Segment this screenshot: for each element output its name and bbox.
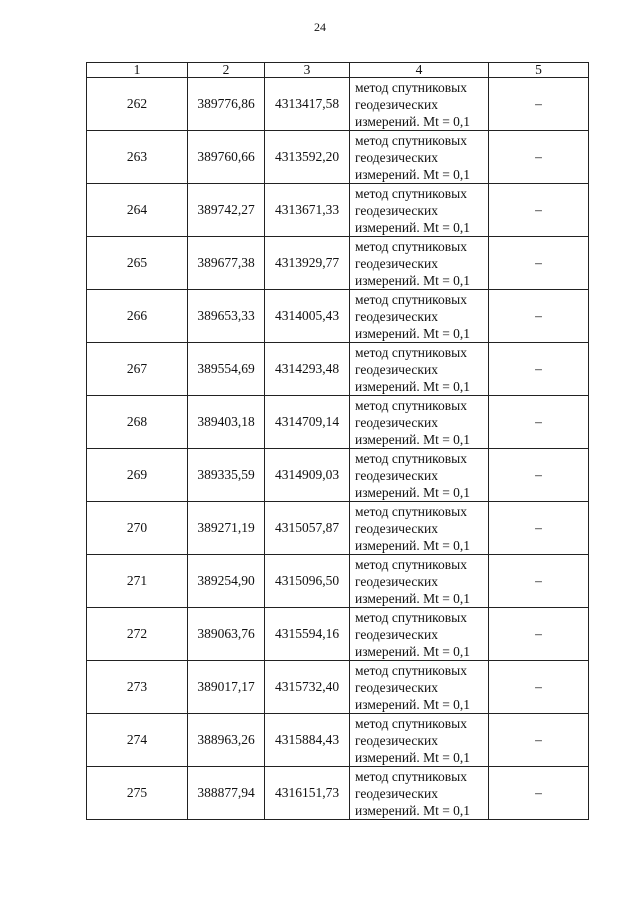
header-col-1: 1: [87, 63, 188, 78]
method-line: метод спутниковых: [355, 503, 467, 519]
x-coordinate-cell: 389403,18: [188, 396, 265, 449]
table-row: [87, 131, 589, 184]
x-coordinate-cell: 389760,66: [188, 131, 265, 184]
point-number-cell: 264: [87, 184, 188, 237]
point-number-cell: 266: [87, 290, 188, 343]
y-coordinate-cell: 4313592,20: [265, 131, 350, 184]
method-cell: [350, 767, 489, 820]
y-coordinate-cell: 4315732,40: [265, 661, 350, 714]
point-number-cell: 263: [87, 131, 188, 184]
point-number-cell: 267: [87, 343, 188, 396]
method-line: метод спутниковых: [355, 132, 467, 148]
method-line: геодезических: [355, 96, 438, 112]
y-coordinate-cell: 4316151,73: [265, 767, 350, 820]
table-row: [87, 396, 589, 449]
method-line: измерений. Mt = 0,1: [355, 431, 471, 447]
method-line: измерений. Mt = 0,1: [355, 749, 471, 765]
method-cell: [350, 78, 489, 131]
method-cell: [350, 661, 489, 714]
point-number-cell: 272: [87, 608, 188, 661]
page-number: 24: [314, 20, 326, 34]
note-cell: –: [489, 78, 589, 131]
method-line: измерений. Mt = 0,1: [355, 537, 471, 553]
table-row: [87, 555, 589, 608]
table-row: [87, 767, 589, 820]
header-col-4: 4: [350, 63, 489, 78]
method-line: геодезических: [355, 414, 438, 430]
y-coordinate-cell: 4315096,50: [265, 555, 350, 608]
x-coordinate-cell: 389271,19: [188, 502, 265, 555]
method-cell: [350, 131, 489, 184]
x-coordinate-cell: 389677,38: [188, 237, 265, 290]
y-coordinate-cell: 4313671,33: [265, 184, 350, 237]
point-number-cell: 273: [87, 661, 188, 714]
table-row: [87, 714, 589, 767]
note-cell: –: [489, 502, 589, 555]
note-cell: –: [489, 343, 589, 396]
method-line: геодезических: [355, 202, 438, 218]
note-cell: –: [489, 767, 589, 820]
note-cell: –: [489, 661, 589, 714]
method-cell: [350, 555, 489, 608]
y-coordinate-cell: 4313417,58: [265, 78, 350, 131]
note-cell: –: [489, 184, 589, 237]
x-coordinate-cell: 389335,59: [188, 449, 265, 502]
table-row: [87, 608, 589, 661]
method-cell: [350, 237, 489, 290]
method-cell: [350, 184, 489, 237]
method-cell: [350, 608, 489, 661]
method-line: метод спутниковых: [355, 662, 467, 678]
header-col-2: 2: [188, 63, 265, 78]
point-number-cell: 271: [87, 555, 188, 608]
point-number-cell: 274: [87, 714, 188, 767]
point-number-cell: 270: [87, 502, 188, 555]
x-coordinate-cell: 389017,17: [188, 661, 265, 714]
method-line: измерений. Mt = 0,1: [355, 272, 471, 288]
method-line: метод спутниковых: [355, 291, 467, 307]
point-number-cell: 268: [87, 396, 188, 449]
x-coordinate-cell: 389063,76: [188, 608, 265, 661]
y-coordinate-cell: 4315884,43: [265, 714, 350, 767]
table-row: [87, 343, 589, 396]
header-col-3: 3: [265, 63, 350, 78]
method-line: измерений. Mt = 0,1: [355, 113, 471, 129]
note-cell: –: [489, 131, 589, 184]
table-row: [87, 449, 589, 502]
method-line: метод спутниковых: [355, 715, 467, 731]
method-line: измерений. Mt = 0,1: [355, 696, 471, 712]
header-col-5: 5: [489, 63, 589, 78]
method-line: измерений. Mt = 0,1: [355, 325, 471, 341]
x-coordinate-cell: 389776,86: [188, 78, 265, 131]
method-line: измерений. Mt = 0,1: [355, 166, 471, 182]
table-row: [87, 78, 589, 131]
y-coordinate-cell: 4315057,87: [265, 502, 350, 555]
y-coordinate-cell: 4314709,14: [265, 396, 350, 449]
table-row: [87, 290, 589, 343]
method-line: геодезических: [355, 308, 438, 324]
method-line: геодезических: [355, 361, 438, 377]
method-line: геодезических: [355, 785, 438, 801]
method-line: измерений. Mt = 0,1: [355, 484, 471, 500]
method-line: метод спутниковых: [355, 609, 467, 625]
x-coordinate-cell: 389653,33: [188, 290, 265, 343]
table-body: [87, 78, 589, 820]
y-coordinate-cell: 4315594,16: [265, 608, 350, 661]
note-cell: –: [489, 449, 589, 502]
method-line: измерений. Mt = 0,1: [355, 590, 471, 606]
method-line: геодезических: [355, 732, 438, 748]
x-coordinate-cell: 389742,27: [188, 184, 265, 237]
method-line: метод спутниковых: [355, 450, 467, 466]
table-row: [87, 661, 589, 714]
method-line: геодезических: [355, 149, 438, 165]
point-number-cell: 269: [87, 449, 188, 502]
method-cell: [350, 396, 489, 449]
method-cell: [350, 290, 489, 343]
table-row: [87, 237, 589, 290]
method-line: геодезических: [355, 626, 438, 642]
method-line: метод спутниковых: [355, 238, 467, 254]
method-line: измерений. Mt = 0,1: [355, 643, 471, 659]
method-line: геодезических: [355, 573, 438, 589]
point-number-cell: 262: [87, 78, 188, 131]
method-cell: [350, 502, 489, 555]
note-cell: –: [489, 555, 589, 608]
point-number-cell: 265: [87, 237, 188, 290]
method-line: геодезических: [355, 467, 438, 483]
note-cell: –: [489, 237, 589, 290]
method-line: метод спутниковых: [355, 185, 467, 201]
note-cell: –: [489, 396, 589, 449]
method-line: геодезических: [355, 255, 438, 271]
method-line: метод спутниковых: [355, 397, 467, 413]
x-coordinate-cell: 389554,69: [188, 343, 265, 396]
y-coordinate-cell: 4314005,43: [265, 290, 350, 343]
note-cell: –: [489, 608, 589, 661]
point-number-cell: 275: [87, 767, 188, 820]
method-line: измерений. Mt = 0,1: [355, 219, 471, 235]
x-coordinate-cell: 389254,90: [188, 555, 265, 608]
method-line: измерений. Mt = 0,1: [355, 802, 471, 818]
table-header: [87, 63, 589, 78]
note-cell: –: [489, 290, 589, 343]
y-coordinate-cell: 4314909,03: [265, 449, 350, 502]
table-row: [87, 502, 589, 555]
method-line: геодезических: [355, 679, 438, 695]
method-cell: [350, 714, 489, 767]
y-coordinate-cell: 4313929,77: [265, 237, 350, 290]
header-row: [87, 63, 589, 78]
method-line: метод спутниковых: [355, 344, 467, 360]
note-cell: –: [489, 714, 589, 767]
method-line: метод спутниковых: [355, 79, 467, 95]
method-line: измерений. Mt = 0,1: [355, 378, 471, 394]
x-coordinate-cell: 388963,26: [188, 714, 265, 767]
method-line: геодезических: [355, 520, 438, 536]
table-row: [87, 184, 589, 237]
coordinates-table: [86, 62, 589, 820]
method-line: метод спутниковых: [355, 556, 467, 572]
method-cell: [350, 449, 489, 502]
method-line: метод спутниковых: [355, 768, 467, 784]
x-coordinate-cell: 388877,94: [188, 767, 265, 820]
y-coordinate-cell: 4314293,48: [265, 343, 350, 396]
method-cell: [350, 343, 489, 396]
